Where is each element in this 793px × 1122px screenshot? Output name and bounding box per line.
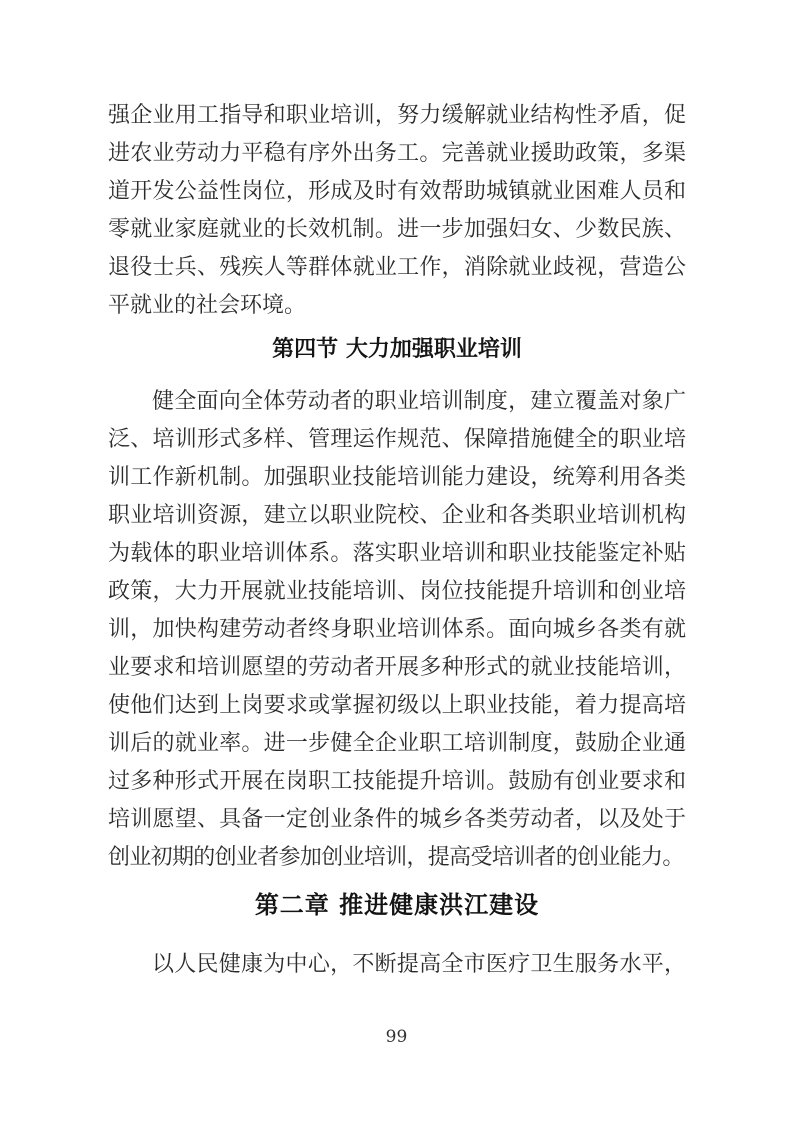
body-line: 过多种形式开展在岗职工技能提升培训。鼓励有创业要求和 <box>108 769 686 794</box>
continued-paragraph <box>108 97 686 325</box>
body-line: 创业初期的创业者参加创业培训，提高受培训者的创业能力。 <box>108 845 684 870</box>
text-column <box>108 97 686 984</box>
body-line: 使他们达到上岗要求或掌握初级以上职业技能，着力提高培 <box>108 693 686 718</box>
body-line: 训后的就业率。进一步健全企业职工培训制度，鼓励企业通 <box>108 731 686 756</box>
body-line: 训工作新机制。加强职业技能培训能力建设，统筹利用各类 <box>108 465 686 490</box>
body-line: 平就业的社会环境。 <box>108 293 307 318</box>
section-paragraph <box>108 383 686 877</box>
body-line: 进农业劳动力平稳有序外出务工。完善就业援助政策，多渠 <box>108 141 686 166</box>
page-number: 99 <box>385 1027 408 1047</box>
body-line: 退役士兵、残疾人等群体就业工作，消除就业歧视，营造公 <box>108 255 686 280</box>
body-line: 泛、培训形式多样、管理运作规范、保障措施健全的职业培 <box>108 427 686 452</box>
body-line: 训，加快构建劳动者终身职业培训体系。面向城乡各类有就 <box>108 617 686 642</box>
body-line: 零就业家庭就业的长效机制。进一步加强妇女、少数民族、 <box>108 217 686 242</box>
body-line: 以人民健康为中心，不断提高全市医疗卫生服务水平， <box>152 952 686 977</box>
body-line: 为载体的职业培训体系。落实职业培训和职业技能鉴定补贴 <box>108 541 686 566</box>
body-line: 政策，大力开展就业技能培训、岗位技能提升培训和创业培 <box>108 579 686 604</box>
body-line: 健全面向全体劳动者的职业培训制度，建立覆盖对象广 <box>152 389 686 414</box>
chapter-paragraph <box>108 946 686 984</box>
body-line: 道开发公益性岗位，形成及时有效帮助城镇就业困难人员和 <box>108 179 686 204</box>
body-line: 职业培训资源，建立以职业院校、企业和各类职业培训机构 <box>108 503 686 528</box>
section-heading: 第四节 大力加强职业培训 <box>272 336 522 362</box>
body-line: 业要求和培训愿望的劳动者开展多种形式的就业技能培训， <box>108 655 686 680</box>
body-line: 培训愿望、具备一定创业条件的城乡各类劳动者，以及处于 <box>108 807 686 832</box>
body-line: 强企业用工指导和职业培训，努力缓解就业结构性矛盾，促 <box>108 103 686 128</box>
chapter-heading: 第二章 推进健康洪江建设 <box>254 891 540 919</box>
